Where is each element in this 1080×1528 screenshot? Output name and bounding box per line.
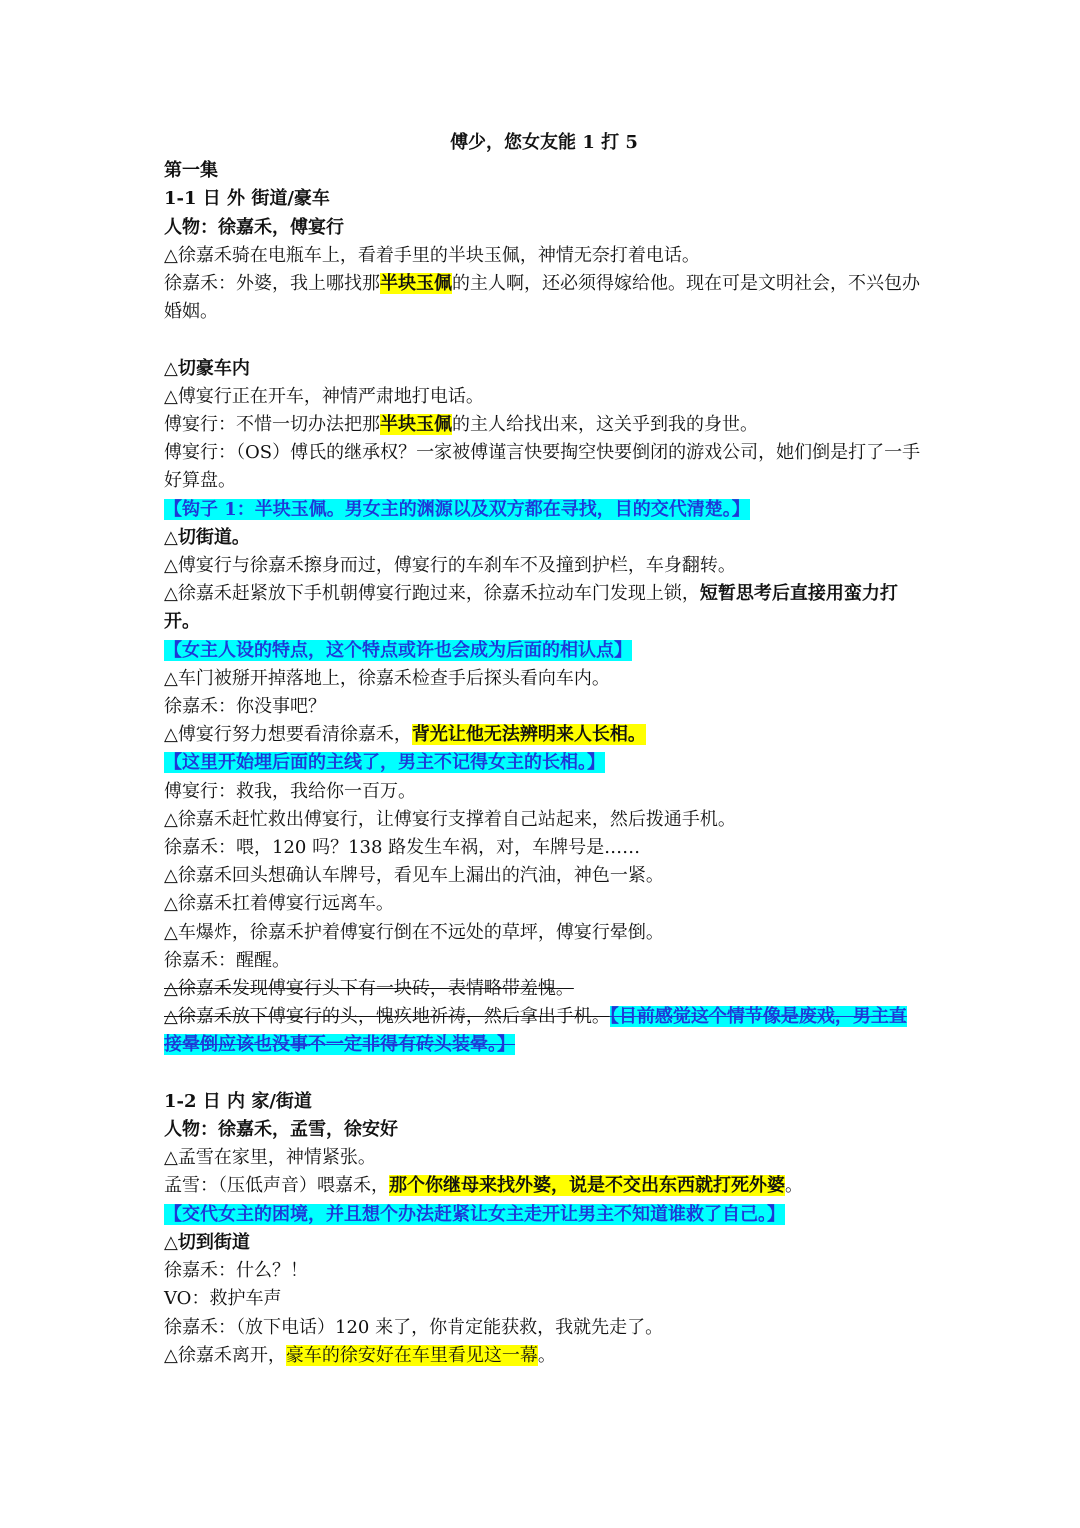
review-note: 【钩子 1：半块玉佩。男女主的渊源以及双方都在寻找，目的交代清楚。】 — [164, 498, 750, 520]
action-line: △孟雪在家里，神情紧张。 — [164, 1147, 376, 1169]
highlight-jade: 半块玉佩 — [380, 273, 452, 295]
scene-heading: 1-1 日 外 街道/豪车 — [164, 188, 330, 210]
review-note: 【目前感觉这个情节像是废戏，男主直接晕倒应该也没事不一定非得有砖头装晕。】 — [164, 1006, 907, 1056]
cut-label: △切到街道 — [164, 1231, 250, 1253]
dialogue-line: 徐嘉禾：醒醒。 — [164, 949, 290, 971]
dialogue-line: 傅宴行：（OS）傅氏的继承权？一家被傅谨言快要掏空快要倒闭的游戏公司，她们倒是打了一手好算盘。 — [164, 442, 921, 492]
action-line: △车门被掰开掉落地上，徐嘉禾检查手后探头看向车内。 — [164, 667, 610, 689]
action-line: △傅宴行正在开车，神情严肃地打电话。 — [164, 385, 484, 407]
cut-label: △切豪车内 — [164, 357, 250, 379]
dialogue-line: VO：救护车声 — [164, 1288, 282, 1310]
deleted-line: △徐嘉禾发现傅宴行头下有一块砖，表情略带羞愧。 — [164, 978, 574, 1000]
action-line: △傅宴行努力想要看清徐嘉禾，背光让他无法辨明来人长相。 — [164, 724, 646, 746]
dialogue-line: 傅宴行：救我，我给你一百万。 — [164, 780, 416, 802]
dialogue-line: 徐嘉禾：外婆，我上哪找那半块玉佩的主人啊，还必须得嫁给他。现在可是文明社会，不兴包办婚姻。 — [164, 273, 920, 323]
scene-characters: 人物：徐嘉禾，傅宴行 — [164, 216, 344, 238]
deleted-line: △徐嘉禾放下傅宴行的头，愧疚地祈祷，然后拿出手机。【目前感觉这个情节像是废戏，男主直接晕倒应该也没事不一定非得有砖头装晕。】 — [164, 1006, 907, 1056]
dialogue-line: 孟雪：（压低声音）喂嘉禾，那个你继母来找外婆，说是不交出东西就打死外婆。 — [164, 1175, 803, 1197]
review-note: 【女主人设的特点，这个特点或许也会成为后面的相认点】 — [164, 639, 632, 661]
action-line: △徐嘉禾离开，豪车的徐安好在车里看见这一幕。 — [164, 1344, 556, 1366]
action-line: △徐嘉禾骑在电瓶车上，看着手里的半块玉佩，神情无奈打着电话。 — [164, 244, 700, 266]
highlight-jade: 半块玉佩 — [380, 414, 452, 436]
action-line: △徐嘉禾回头想确认车牌号，看见车上漏出的汽油，神色一紧。 — [164, 865, 664, 887]
dialogue-line: 徐嘉禾：你没事吧？ — [164, 696, 326, 718]
dialogue-line: 傅宴行：不惜一切办法把那半块玉佩的主人给找出来，这关乎到我的身世。 — [164, 414, 758, 436]
action-line: △傅宴行与徐嘉禾擦身而过，傅宴行的车刹车不及撞到护栏，车身翻转。 — [164, 555, 736, 577]
doc-title: 傅少，您女友能 1 打 5 — [450, 132, 638, 153]
action-line: △徐嘉禾赶忙救出傅宴行，让傅宴行支撑着自己站起来，然后拨通手机。 — [164, 808, 736, 830]
action-line: △徐嘉禾赶紧放下手机朝傅宴行跑过来，徐嘉禾拉动车门发现上锁，短暂思考后直接用蛮力打开。 — [164, 583, 898, 633]
action-line: △徐嘉禾扛着傅宴行远离车。 — [164, 893, 394, 915]
scene-heading: 1-2 日 内 家/街道 — [164, 1090, 312, 1112]
review-note: 【交代女主的困境，并且想个办法赶紧让女主走开让男主不知道谁救了自己。】 — [164, 1203, 785, 1225]
review-note: 【这里开始埋后面的主线了，男主不记得女主的长相。】 — [164, 752, 605, 774]
dialogue-line: 徐嘉禾：什么？！ — [164, 1260, 308, 1282]
action-line: △车爆炸，徐嘉禾护着傅宴行倒在不远处的草坪，傅宴行晕倒。 — [164, 921, 664, 943]
dialogue-line: 徐嘉禾：（放下电话）120 来了，你肯定能获救，我就先走了。 — [164, 1316, 664, 1338]
episode-label: 第一集 — [164, 160, 218, 182]
script-page — [164, 129, 924, 1370]
cut-label: △切街道。 — [164, 526, 250, 548]
scene-characters: 人物：徐嘉禾，孟雪，徐安好 — [164, 1119, 398, 1141]
dialogue-line: 徐嘉禾：喂，120 吗？138 路发生车祸，对，车牌号是…… — [164, 837, 641, 859]
